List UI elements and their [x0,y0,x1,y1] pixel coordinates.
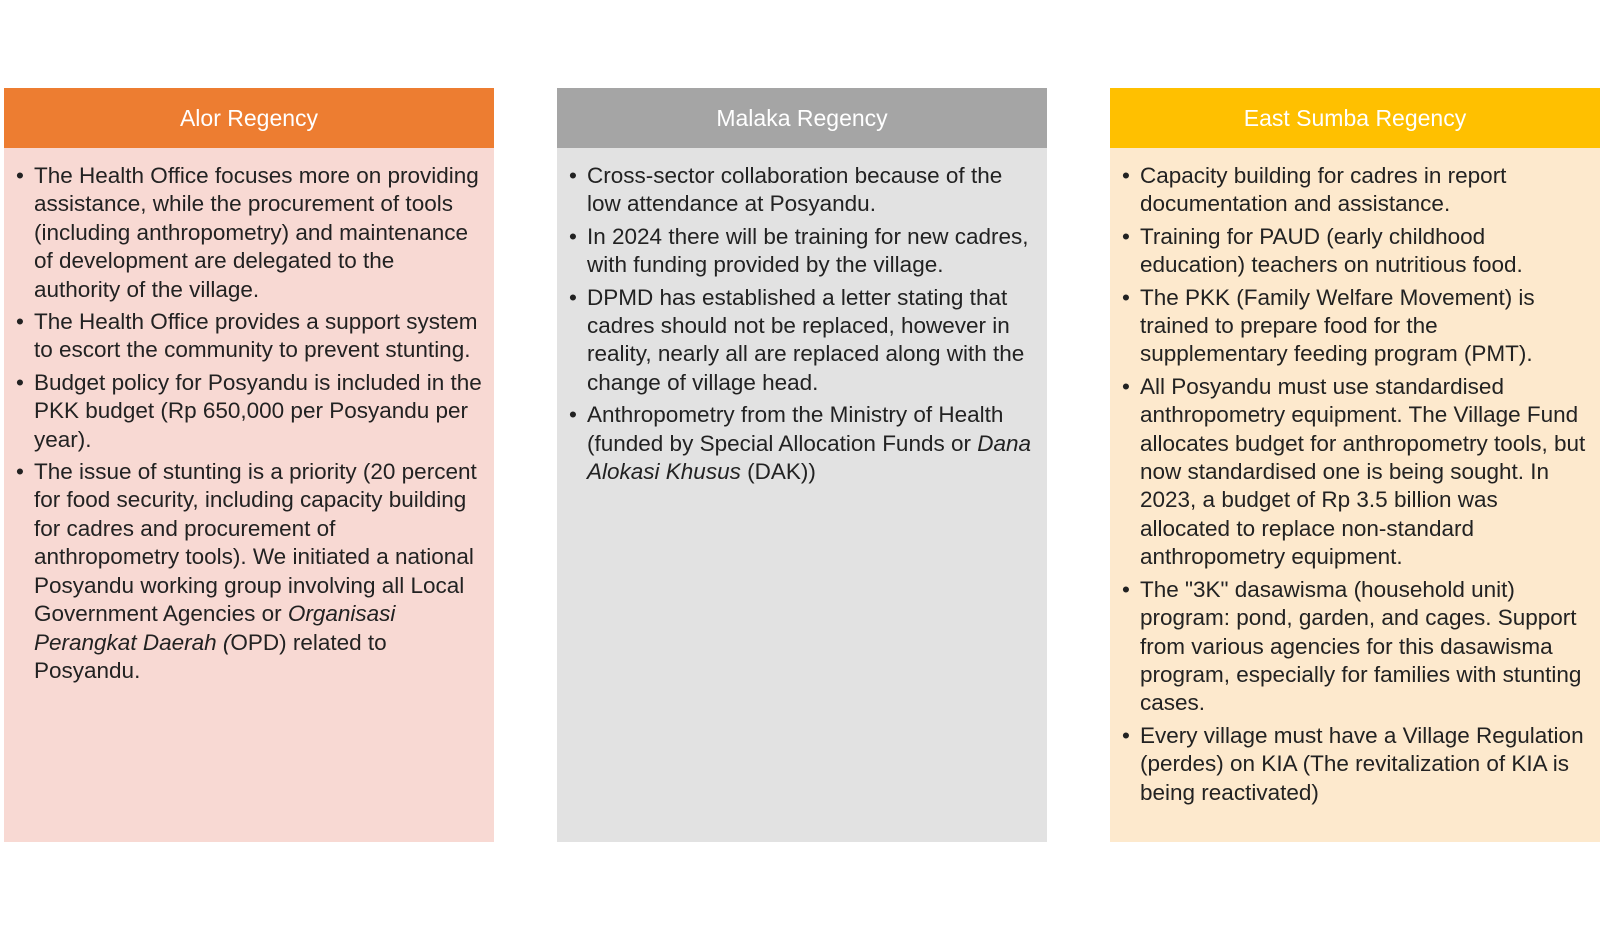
list-item: • The "3K" dasawisma (household unit) program: pond, garden, and cages. Support from various agencies for this dasawisma program, especially for families with stunting cases. [1122,576,1588,718]
list-item: • Every village must have a Village Regulation (perdes) on KIA (The revitalization of KIA is being reactivated) [1122,722,1588,807]
list-item: • Budget policy for Posyandu is included in the PKK budget (Rp 650,000 per Posyandu per year). [16,369,482,454]
list-item: • All Posyandu must use standardised anthropometry equipment. The Village Fund allocates budget for anthropometry tools, but now standardised one is being sought. In 2023, a budget of Rp 3.5 billion was allocated to replace non-standard anthropometry equipment. [1122,373,1588,572]
list-item: • The PKK (Family Welfare Movement) is trained to prepare food for the supplementary feeding program (PMT). [1122,284,1588,369]
list-item: • The Health Office provides a support system to escort the community to prevent stunting. [16,308,482,365]
panel-header [4,88,494,148]
list-item: • Anthropometry from the Ministry of Health (funded by Special Allocation Funds or Dana Alokasi Khusus (DAK)) [569,401,1035,486]
list-item: • The Health Office focuses more on providing assistance, while the procurement of tools (including anthropometry) and maintenance of development are delegated to the authority of the village. [16,162,482,304]
panel-header [1110,88,1600,148]
bullet-list [16,162,482,685]
panel-header [557,88,1047,148]
panel-malaka-regency [557,88,1047,842]
list-item: • Capacity building for cadres in report documentation and assistance. [1122,162,1588,219]
list-item: • DPMD has established a letter stating that cadres should not be replaced, however in reality, nearly all are replaced along with the change of village head. [569,284,1035,398]
panel-title: Alor Regency [179,104,319,131]
bullet-list [1122,162,1588,807]
panel-alor-regency [4,88,494,842]
list-item: • Training for PAUD (early childhood education) teachers on nutritious food. [1122,223,1588,280]
list-item: • In 2024 there will be training for new cadres, with funding provided by the village. [569,223,1035,280]
panel-title: East Sumba Regency [1243,104,1467,131]
bullet-list [569,162,1035,486]
panel-body [4,148,494,842]
list-item: • The issue of stunting is a priority (20 percent for food security, including capacity building for cadres and procurement of anthropometry tools). We initiated a national Posyandu working group involving all Local Government Agencies or Organisasi Perangkat Daerah (OPD) related to Posyandu. [16,458,482,685]
panel-body [1110,148,1600,842]
panel-body [557,148,1047,842]
panel-title: Malaka Regency [716,104,888,131]
list-item: • Cross-sector collaboration because of the low attendance at Posyandu. [569,162,1035,219]
panel-east-sumba-regency [1110,88,1600,842]
